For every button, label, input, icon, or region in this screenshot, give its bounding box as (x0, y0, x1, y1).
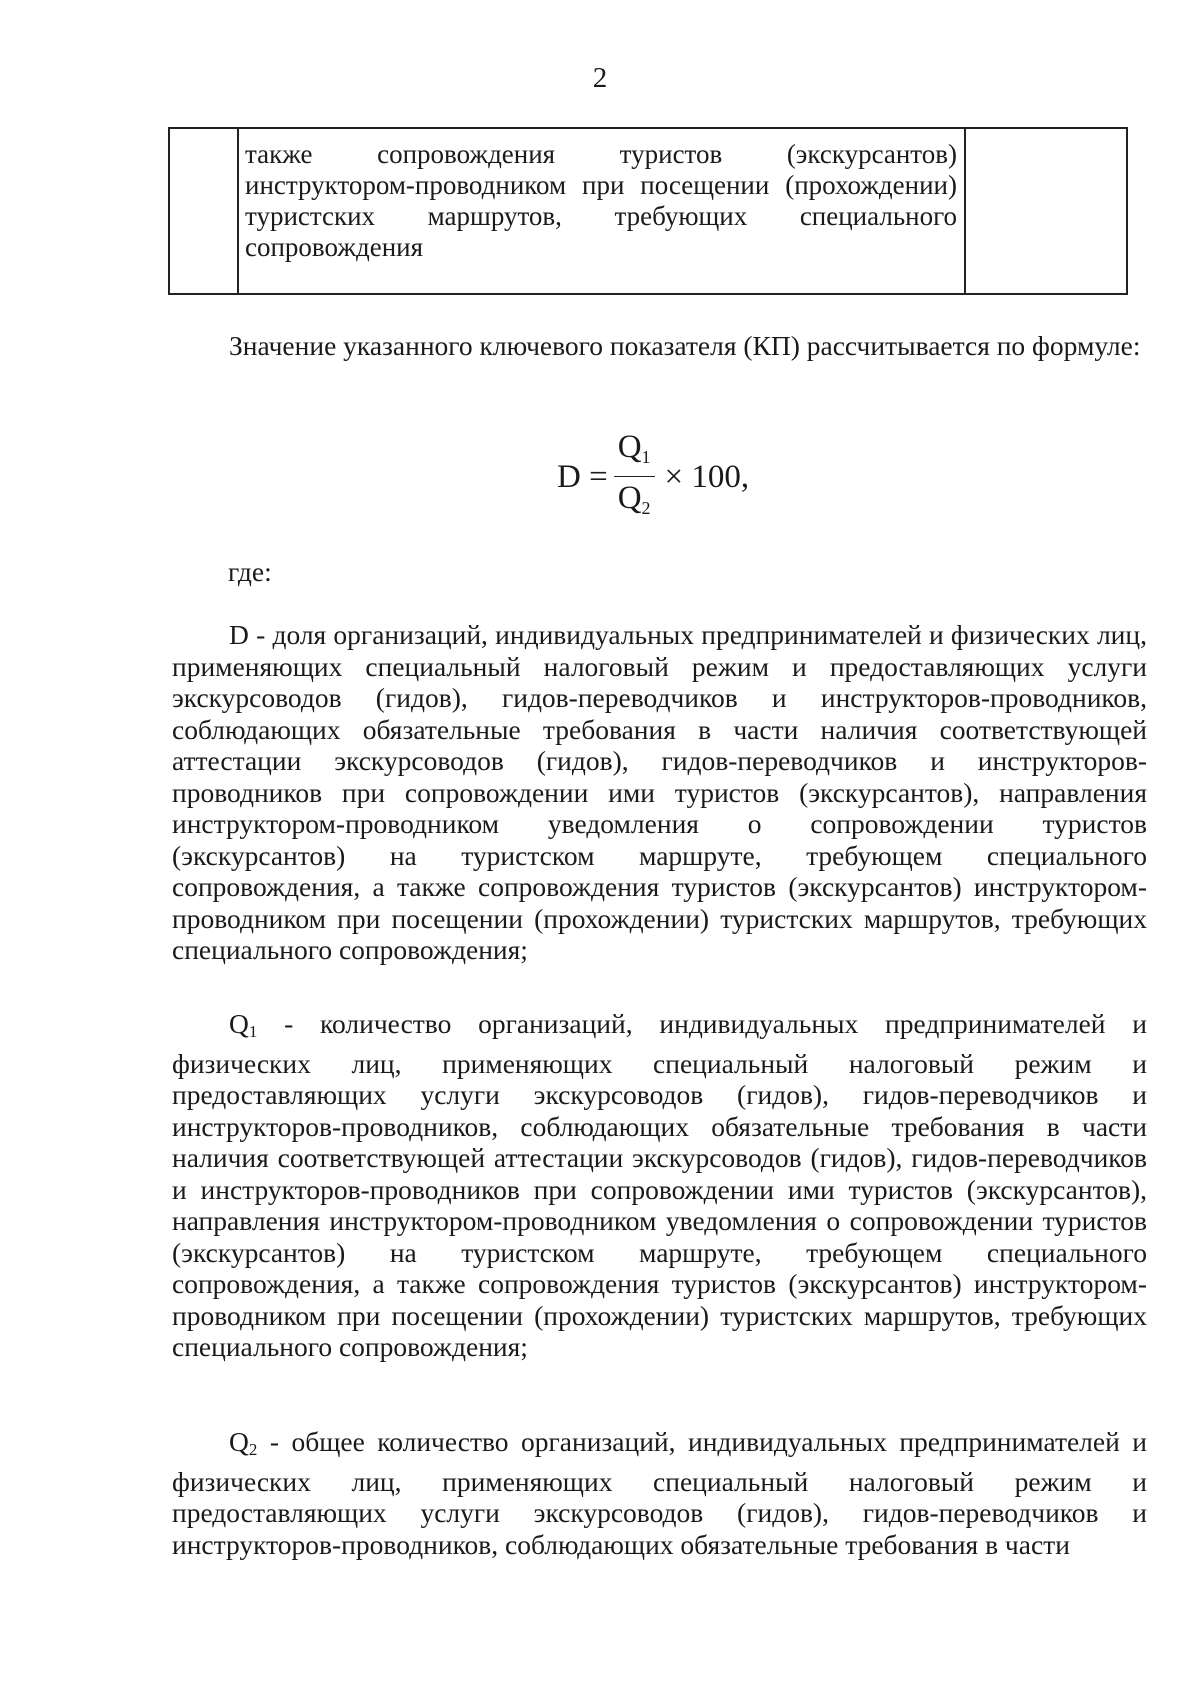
intro-paragraph: Значение указанного ключевого показателя (КП) рассчитывается по формуле: (229, 330, 1141, 361)
definition-q2 (172, 1426, 1147, 1560)
table-continuation (168, 127, 1128, 295)
definition-d (172, 619, 1147, 966)
formula-lhs: D = (557, 458, 608, 495)
page-number: 2 (592, 62, 608, 94)
formula-numerator: $Q_1$ (614, 430, 655, 477)
definition-q1-text: - количество организаций, индивидуальных предпринимателей и физических лиц, применяющих специальный налоговый режим и предоставляющих услуги экскурсоводов (гидов), гидов-переводчиков и инструкторов-проводников, соблюдающих обязательные требования в части наличия соответствующей аттестации экскурсоводов (гидов), гидов-переводчиков и инструкторов-проводников при сопровождении ими туристов (экскурсантов), направления инструктором-проводником уведомления о сопровождении туристов (экскурсантов) на туристском маршруте, требующем специального сопровождения, а также сопровождения туристов (экскурсантов) инструктором-проводником при посещении (прохождении) туристских маршрутов, требующих специального сопровождения; (172, 1008, 1147, 1362)
where-label: где: (228, 556, 272, 587)
table-cell-empty-right (964, 129, 1126, 293)
definition-q1-symbol: $Q_1$ (229, 1008, 258, 1041)
formula-fraction (614, 430, 655, 525)
definition-q2-text: - общее количество организаций, индивидуальных предпринимателей и физических лиц, применяющих специальный налоговый режим и предоставляющих услуги экскурсоводов (гидов), гидов-переводчиков и инструкторов-проводников, соблюдающих обязательные требования в части (172, 1426, 1147, 1560)
definition-d-symbol: D (229, 619, 249, 650)
table-cell-text: также сопровождения туристов (экскурсантов) инструктором-проводником при посещении (прохождении) туристских маршрутов, требующих специального сопровождения (245, 139, 957, 262)
formula-rhs: × 100, (664, 458, 750, 495)
formula (557, 428, 750, 522)
definition-q2-symbol: $Q_2$ (229, 1426, 258, 1459)
formula-denominator: $Q_2$ (617, 479, 651, 518)
table-cell-empty-left (170, 129, 239, 293)
definition-q1 (172, 1008, 1147, 1363)
definition-d-text: - доля организаций, индивидуальных предпринимателей и физических лиц, применяющих специальный налоговый режим и предоставляющих услуги экскурсоводов (гидов), гидов-переводчиков и инструкторов-проводников, соблюдающих обязательные требования в части наличия соответствующей аттестации экскурсоводов (гидов), гидов-переводчиков и инструкторов-проводников при сопровождении ими туристов (экскурсантов), направления инструктором-проводником уведомления о сопровождении туристов (экскурсантов) на туристском маршруте, требующем специального сопровождения, а также сопровождения туристов (экскурсантов) инструктором-проводником при посещении (прохождении) туристских маршрутов, требующих специального сопровождения; (172, 619, 1147, 965)
